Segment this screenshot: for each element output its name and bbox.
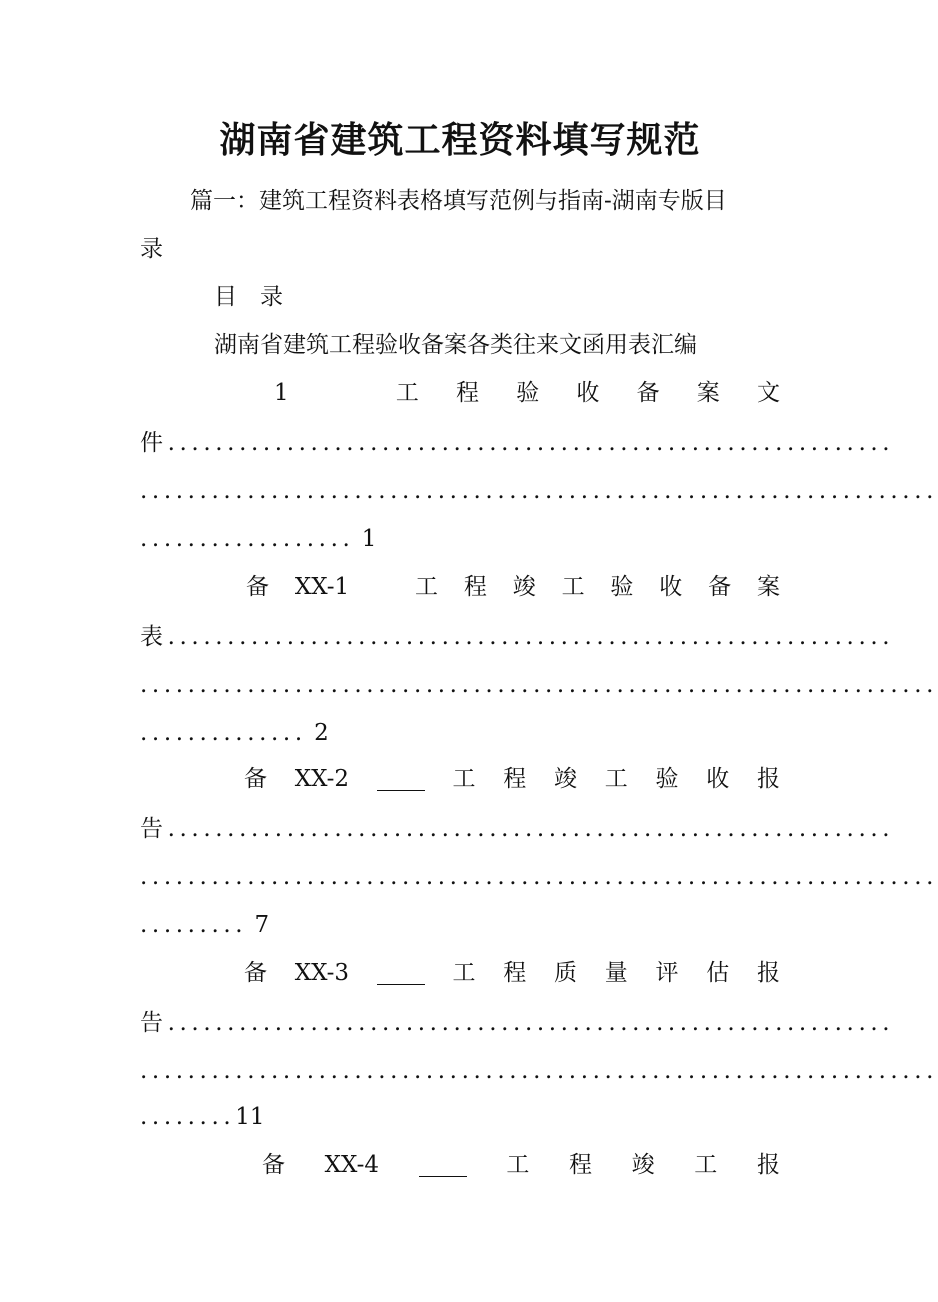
page-number: 2 <box>314 720 329 746</box>
intro-line-2: 录 <box>140 236 163 262</box>
entry-number: 1 <box>274 380 289 406</box>
page-number: 1 <box>361 526 377 552</box>
blank-underline <box>377 962 425 985</box>
page-number: 7 <box>254 912 270 938</box>
page-number: 11 <box>235 1104 265 1130</box>
toc-heading: 目 录 <box>214 284 283 310</box>
intro-line-1: 篇一：建筑工程资料表格填写范例与指南-湖南专版目 <box>190 188 727 214</box>
document-title: 湖南省建筑工程资料填写规范 <box>219 119 701 161</box>
toc-subtitle: 湖南省建筑工程验收备案各类往来文函用表汇编 <box>214 332 697 358</box>
blank-underline <box>377 768 425 791</box>
blank-underline <box>419 1154 467 1177</box>
